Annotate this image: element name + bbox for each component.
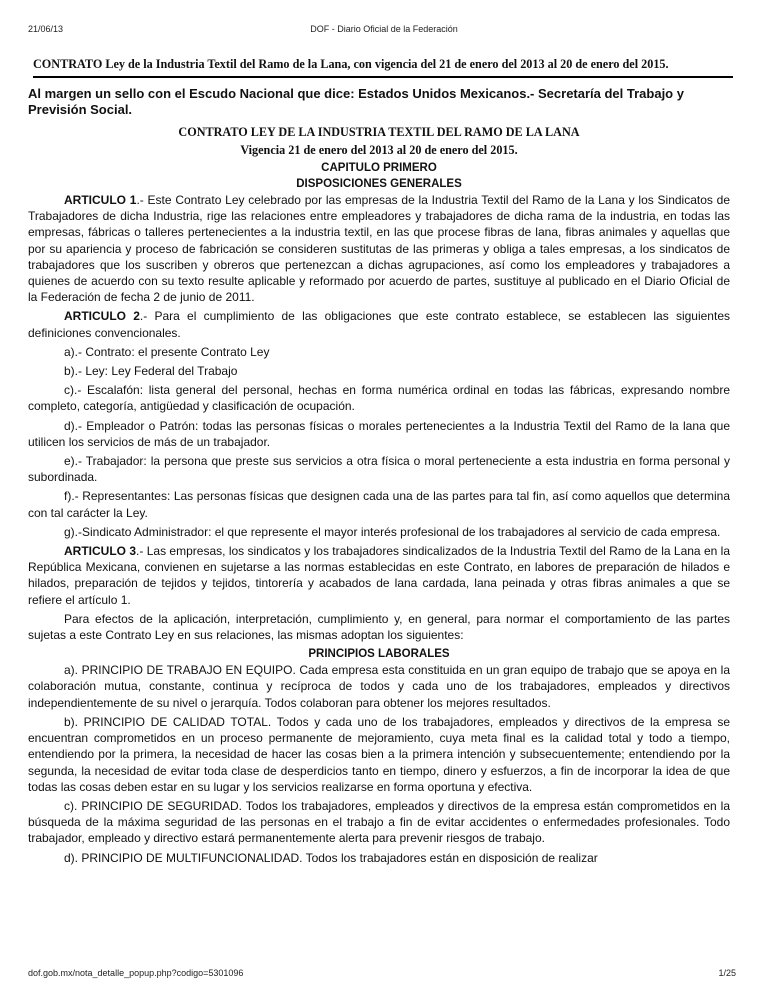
footer-url: dof.gob.mx/nota_detalle_popup.php?codigo=5301096	[28, 968, 244, 978]
definition-item: a).- Contrato: el presente Contrato Ley	[64, 344, 270, 359]
definition-item: b).- Ley: Ley Federal del Trabajo	[64, 364, 238, 379]
print-date: 21/06/13	[28, 24, 64, 34]
principle-item: a). PRINCIPIO DE TRABAJO EN EQUIPO. Cada empresa esta constituida en un gran equipo de trabajo que se apoya en la colaboración mutua, constante, continua y recíproca de todos y cada uno de los trabajadores, empleados y directivos independientemente de su nivel o jerarquía. Todos colaboran para obtener los mejores resultados.	[28, 663, 730, 710]
definition-item: c).- Escalafón: lista general del personal, hechas en forma numérica ordinal en todas las fábricas, expresando nombre completo, categoría, antigüedad y clasificación de ocupación.	[28, 383, 730, 414]
definition-item: g).-Sindicato Administrador: el que represente el mayor interés profesional de los trabajadores al servicio de cada empresa.	[64, 524, 721, 539]
chapter-title: CAPITULO PRIMERO	[321, 162, 437, 174]
article-3-text: .- Las empresas, los sindicatos y los trabajadores sindicalizados de la Industria Textil del Ramo de la Lana en la República Mexicana, convienen en sujetarse a las normas establecidas en este Contrato, en labores de preparación de hilados e hilados, preparación de tejidos y tejidos, tintorería y acabados de lana cardada, lana peinada y otras fibras animales a que se refiere el artículo 1.	[28, 544, 730, 607]
principles-heading: PRINCIPIOS LABORALES	[308, 648, 450, 661]
article-1-label: ARTICULO 1	[64, 193, 137, 207]
article-2	[28, 308, 730, 340]
doc-title: CONTRATO LEY DE LA INDUSTRIA TEXTIL DEL RAMO DE LA LANA	[178, 125, 580, 139]
page-number: 1/25	[718, 968, 736, 978]
definition-item: f).- Representantes: Las personas físicas que designen cada una de las partes para tal fin, así como aquellos que determina con tal carácter la Ley.	[28, 489, 730, 520]
article-2-label: ARTICULO 2	[64, 309, 140, 324]
document-body	[28, 86, 730, 869]
article-3-label: ARTICULO 3	[64, 544, 137, 559]
document-title-bar: CONTRATO Ley de la Industria Textil del Ramo de la Lana, con vigencia del 21 de enero del 2013 al 20 de enero del 2015.	[33, 57, 733, 78]
article-2-text: .- Para el cumplimiento de las obligaciones que este contrato establece, se establecen las siguientes definiciones convencionales.	[28, 309, 730, 340]
print-site-title: DOF - Diario Oficial de la Federación	[310, 24, 458, 34]
principle-item: b). PRINCIPIO DE CALIDAD TOTAL. Todos y cada uno de los trabajadores, empleados y directivos de la empresa se encuentran comprometidos en un proceso permanente de mejoramiento, cuya meta final es la calidad total y todo a tiempo, entendiendo por la primera, la necesidad de hacer las cosas bien a la primera intención y subsecuentemente; entendiendo por la segunda, la necesidad de evitar toda clase de desperdicios tanto en tiempo, dinero y esfuerzos, a fin de incorporar la idea de que todas las cosas deben estar en su lugar y los servicios realizarse en forma oportuna y efectiva.	[28, 714, 730, 794]
article-1	[28, 192, 730, 305]
definition-item: d).- Empleador o Patrón: todas las personas físicas o morales pertenecientes a la Industria Textil del Ramo de la lana que utilicen los servicios de más de un trabajador.	[28, 418, 730, 449]
principle-item: c). PRINCIPIO DE SEGURIDAD. Todos los trabajadores, empleados y directivos de la empresa están comprometidos en la búsqueda de la máxima seguridad de las personas en el trabajo a fin de evitar accidentes o enfermedades profesionales. Todo trabajador, empleado y directivo estará permanentemente alerta para prevenir riesgos de trabajo.	[28, 798, 730, 846]
chapter-subtitle: DISPOSICIONES GENERALES	[296, 178, 462, 190]
definition-item: e).- Trabajador: la persona que preste sus servicios a otra física o moral perteneciente a esta industria en forma personal y subordinada.	[28, 454, 730, 485]
principle-item: d). PRINCIPIO DE MULTIFUNCIONALIDAD. Todos los trabajadores están en disposición de realizar	[64, 850, 598, 865]
article-3-paragraph: Para efectos de la aplicación, interpretación, cumplimiento y, en general, para normar el comportamiento de las partes sujetas a este Contrato Ley en sus relaciones, las mismas adoptan los siguientes:	[28, 611, 730, 643]
margin-note: Al margen un sello con el Escudo Nacional que dice: Estados Unidos Mexicanos.- Secretaría del Trabajo y Previsión Social.	[28, 86, 684, 117]
article-1-text: .- Este Contrato Ley celebrado por las empresas de la Industria Textil del Ramo de la Lana y los Sindicatos de Trabajadores de dicha Industria, rige las relaciones entre empleadores y trabajadores de dicha rama de la industria, en todas las empresas, fábricas o talleres pertenecientes a la industria textil, en las que procese fibras de lana, fibras animales y aquellas que por su apariencia y proceso de fabricación se consideren sustitutas de las primeras y obliga a tales empresas, a los sindicatos de trabajadores que los suscriben y obreros que pertenezcan a dichas agrupaciones, así como los empleadores y trabajadores a quienes de acuerdo con su texto resulte aplicable y reformado por acuerdo de partes, sustituye al publicado en el Diario Oficial de la Federación de fecha 2 de junio de 2011.	[28, 193, 731, 305]
vigencia: Vigencia 21 de enero del 2013 al 20 de enero del 2015.	[240, 143, 518, 157]
article-3	[28, 543, 730, 608]
